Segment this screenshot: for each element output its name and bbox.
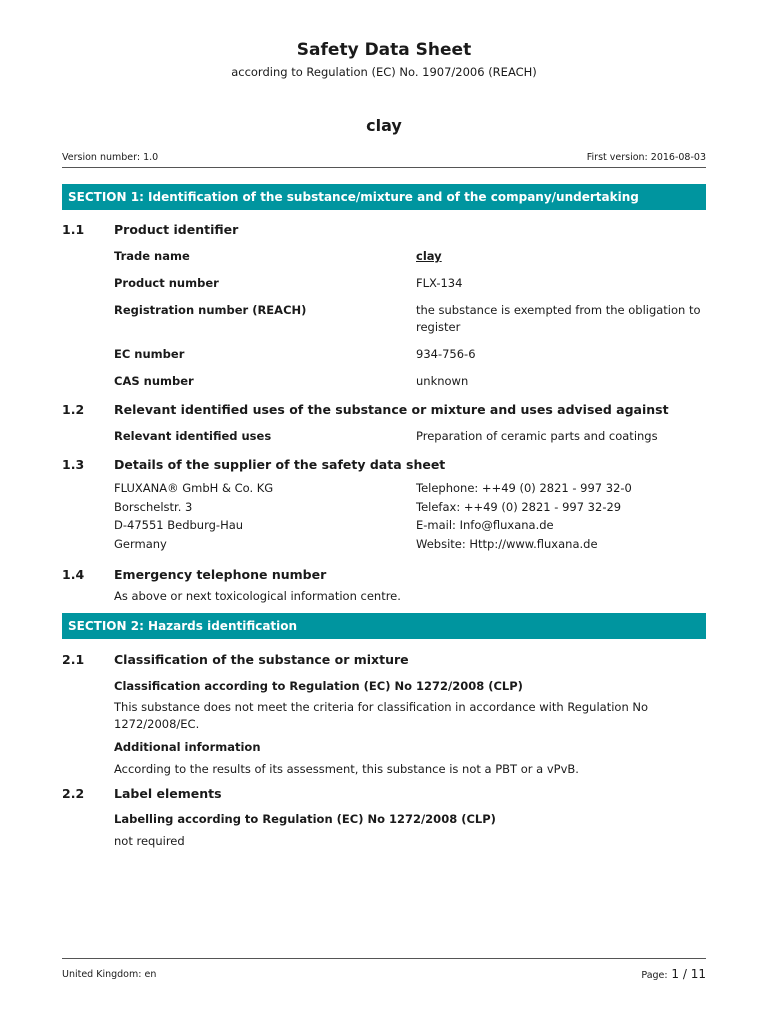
footer-locale: United Kingdom: en — [62, 969, 157, 980]
page-label: Page: — [641, 970, 668, 981]
trade-name-value: clay — [416, 249, 442, 263]
cas-number-value: unknown — [416, 374, 469, 388]
telephone: Telephone: ++49 (0) 2821 - 997 32-0 — [416, 481, 632, 495]
address-line: D-47551 Bedburg-Hau — [114, 518, 244, 532]
footer-divider — [62, 958, 706, 959]
document-subtitle: according to Regulation (EC) No. 1907/2006 (REACH) — [231, 65, 537, 79]
header-divider — [62, 167, 706, 168]
subsection-1-2-title: Relevant identified uses of the substance or mixture and uses advised against — [114, 402, 669, 417]
email-link[interactable]: E-mail: Info@fluxana.de — [416, 518, 554, 532]
subsection-1-3-number: 1.3 — [62, 457, 85, 472]
registration-number-value: the substance is exempted from the obligation to register — [416, 303, 701, 334]
supplier-contact — [416, 479, 632, 553]
telefax: Telefax: ++49 (0) 2821 - 997 32-29 — [416, 499, 622, 514]
identified-uses-label: Relevant identified uses — [114, 429, 272, 443]
clp-classification-heading: Classification according to Regulation (EC) No 1272/2008 (CLP) — [114, 679, 523, 693]
product-name: clay — [366, 116, 402, 135]
subsection-1-1-number: 1.1 — [62, 222, 85, 237]
subsection-1-4-title: Emergency telephone number — [114, 567, 327, 582]
section-1-bar: SECTION 1: Identification of the substance/mixture and of the company/undertaking — [62, 184, 706, 210]
registration-number-label: Registration number (REACH) — [114, 303, 307, 317]
labelling-text: not required — [114, 834, 185, 848]
subsection-1-1-title: Product identifier — [114, 222, 239, 237]
subsection-1-2-number: 1.2 — [62, 402, 85, 417]
website-link[interactable]: Website: Http://www.fluxana.de — [416, 536, 598, 551]
subsection-2-2-number: 2.2 — [62, 786, 85, 801]
clp-labelling-heading: Labelling according to Regulation (EC) No 1272/2008 (CLP) — [114, 812, 496, 826]
page-number: 1 / 11 — [671, 967, 706, 981]
additional-info-heading: Additional information — [114, 740, 261, 754]
additional-info-text: According to the results of its assessment, this substance is not a PBT or a vPvB. — [114, 762, 579, 776]
address-line: FLUXANA® GmbH & Co. KG — [114, 481, 274, 495]
ec-number-label: EC number — [114, 347, 185, 361]
subsection-1-4-number: 1.4 — [62, 567, 85, 582]
trade-name-label: Trade name — [114, 249, 190, 263]
subsection-2-1-title: Classification of the substance or mixture — [114, 652, 409, 667]
section-2-bar: SECTION 2: Hazards identification — [62, 613, 706, 639]
page-indicator — [641, 967, 706, 981]
emergency-text: As above or next toxicological information centre. — [114, 589, 401, 603]
subsection-1-3-title: Details of the supplier of the safety data sheet — [114, 457, 446, 472]
ec-number-value: 934-756-6 — [416, 347, 476, 361]
document-title: Safety Data Sheet — [296, 40, 472, 60]
identified-uses-value: Preparation of ceramic parts and coatings — [416, 429, 658, 443]
subsection-2-1-number: 2.1 — [62, 652, 85, 667]
cas-number-label: CAS number — [114, 374, 194, 388]
product-number-label: Product number — [114, 276, 219, 290]
address-line: Germany — [114, 536, 167, 551]
subsection-2-2-title: Label elements — [114, 786, 222, 801]
product-number-value: FLX-134 — [416, 276, 463, 290]
supplier-address — [114, 479, 273, 553]
address-line: Borschelstr. 3 — [114, 499, 193, 514]
classification-text: This substance does not meet the criteria for classification in accordance with Regulation No 1272/2008/EC. — [114, 700, 649, 731]
version-number: Version number: 1.0 — [62, 152, 159, 163]
first-version: First version: 2016-08-03 — [586, 152, 706, 163]
